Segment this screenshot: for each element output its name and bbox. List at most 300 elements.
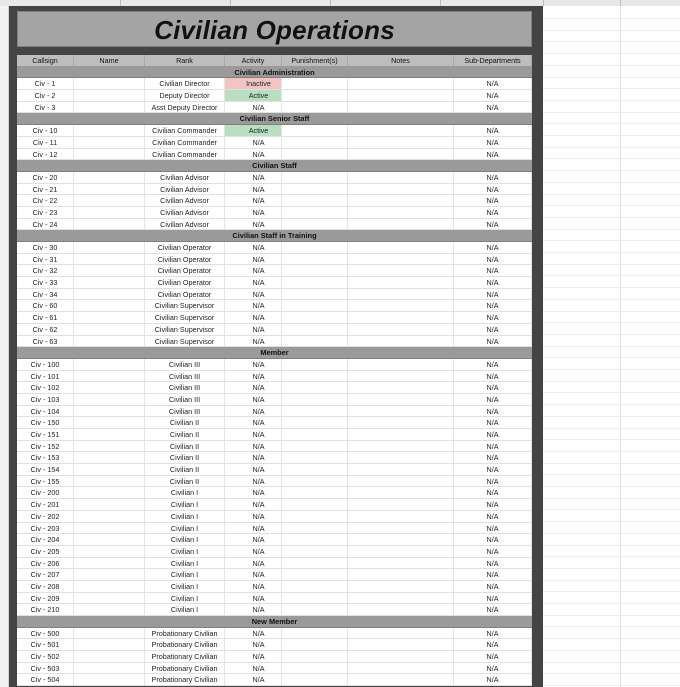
notes-cell[interactable] xyxy=(348,394,454,405)
punishment-cell[interactable] xyxy=(282,184,348,195)
sub-department-cell[interactable]: N/A xyxy=(454,558,532,569)
sub-department-cell[interactable]: N/A xyxy=(454,464,532,475)
callsign-cell[interactable]: Civ - 3 xyxy=(17,102,74,113)
sub-department-cell[interactable]: N/A xyxy=(454,184,532,195)
rank-cell[interactable]: Civilian I xyxy=(145,499,225,510)
rank-cell[interactable]: Civilian Commander xyxy=(145,137,225,148)
callsign-cell[interactable]: Civ - 150 xyxy=(17,417,74,428)
activity-cell[interactable]: N/A xyxy=(225,452,282,463)
activity-cell[interactable]: N/A xyxy=(225,569,282,580)
rank-cell[interactable]: Civilian Advisor xyxy=(145,184,225,195)
notes-cell[interactable] xyxy=(348,499,454,510)
punishment-cell[interactable] xyxy=(282,487,348,498)
name-cell[interactable] xyxy=(74,184,145,195)
name-cell[interactable] xyxy=(74,534,145,545)
sub-department-cell[interactable]: N/A xyxy=(454,628,532,639)
punishment-cell[interactable] xyxy=(282,137,348,148)
header-callsign[interactable]: Callsign xyxy=(17,55,74,66)
name-cell[interactable] xyxy=(74,137,145,148)
name-cell[interactable] xyxy=(74,651,145,662)
callsign-cell[interactable]: Civ - 20 xyxy=(17,172,74,183)
callsign-cell[interactable]: Civ - 11 xyxy=(17,137,74,148)
name-cell[interactable] xyxy=(74,394,145,405)
activity-cell[interactable]: N/A xyxy=(225,511,282,522)
name-cell[interactable] xyxy=(74,476,145,487)
name-cell[interactable] xyxy=(74,569,145,580)
rank-cell[interactable]: Civilian III xyxy=(145,406,225,417)
callsign-cell[interactable]: Civ - 155 xyxy=(17,476,74,487)
sub-department-cell[interactable]: N/A xyxy=(454,207,532,218)
sub-department-cell[interactable]: N/A xyxy=(454,359,532,370)
notes-cell[interactable] xyxy=(348,534,454,545)
activity-cell[interactable]: N/A xyxy=(225,184,282,195)
activity-cell[interactable]: N/A xyxy=(225,324,282,335)
callsign-cell[interactable]: Civ - 500 xyxy=(17,628,74,639)
sub-department-cell[interactable]: N/A xyxy=(454,487,532,498)
rank-cell[interactable]: Civilian II xyxy=(145,464,225,475)
punishment-cell[interactable] xyxy=(282,207,348,218)
sub-department-cell[interactable]: N/A xyxy=(454,523,532,534)
punishment-cell[interactable] xyxy=(282,674,348,685)
notes-cell[interactable] xyxy=(348,149,454,160)
activity-cell[interactable]: N/A xyxy=(225,499,282,510)
callsign-cell[interactable]: Civ - 34 xyxy=(17,289,74,300)
name-cell[interactable] xyxy=(74,674,145,685)
sub-department-cell[interactable]: N/A xyxy=(454,674,532,685)
sub-department-cell[interactable]: N/A xyxy=(454,663,532,674)
activity-cell[interactable]: N/A xyxy=(225,149,282,160)
name-cell[interactable] xyxy=(74,102,145,113)
activity-cell[interactable]: N/A xyxy=(225,137,282,148)
callsign-cell[interactable]: Civ - 208 xyxy=(17,581,74,592)
notes-cell[interactable] xyxy=(348,569,454,580)
callsign-cell[interactable]: Civ - 153 xyxy=(17,452,74,463)
notes-cell[interactable] xyxy=(348,441,454,452)
name-cell[interactable] xyxy=(74,406,145,417)
activity-cell[interactable]: N/A xyxy=(225,546,282,557)
sub-department-cell[interactable]: N/A xyxy=(454,569,532,580)
activity-cell[interactable]: N/A xyxy=(225,371,282,382)
activity-cell[interactable]: N/A xyxy=(225,102,282,113)
activity-cell[interactable]: N/A xyxy=(225,523,282,534)
callsign-cell[interactable]: Civ - 502 xyxy=(17,651,74,662)
sub-department-cell[interactable]: N/A xyxy=(454,219,532,230)
activity-cell[interactable]: N/A xyxy=(225,476,282,487)
activity-cell[interactable]: N/A xyxy=(225,195,282,206)
rank-cell[interactable]: Civilian Supervisor xyxy=(145,324,225,335)
notes-cell[interactable] xyxy=(348,546,454,557)
punishment-cell[interactable] xyxy=(282,277,348,288)
callsign-cell[interactable]: Civ - 104 xyxy=(17,406,74,417)
activity-cell[interactable]: Inactive xyxy=(225,78,282,89)
notes-cell[interactable] xyxy=(348,207,454,218)
name-cell[interactable] xyxy=(74,90,145,101)
name-cell[interactable] xyxy=(74,382,145,393)
name-cell[interactable] xyxy=(74,359,145,370)
notes-cell[interactable] xyxy=(348,593,454,604)
sub-department-cell[interactable]: N/A xyxy=(454,324,532,335)
notes-cell[interactable] xyxy=(348,184,454,195)
callsign-cell[interactable]: Civ - 209 xyxy=(17,593,74,604)
rank-cell[interactable]: Civilian Advisor xyxy=(145,219,225,230)
rank-cell[interactable]: Civilian Advisor xyxy=(145,195,225,206)
rank-cell[interactable]: Civilian I xyxy=(145,546,225,557)
callsign-cell[interactable]: Civ - 1 xyxy=(17,78,74,89)
sub-department-cell[interactable]: N/A xyxy=(454,312,532,323)
notes-cell[interactable] xyxy=(348,639,454,650)
rank-cell[interactable]: Civilian Operator xyxy=(145,277,225,288)
notes-cell[interactable] xyxy=(348,452,454,463)
notes-cell[interactable] xyxy=(348,581,454,592)
header-activity[interactable]: Activity xyxy=(225,55,282,66)
header-notes[interactable]: Notes xyxy=(348,55,454,66)
sub-department-cell[interactable]: N/A xyxy=(454,511,532,522)
callsign-cell[interactable]: Civ - 21 xyxy=(17,184,74,195)
name-cell[interactable] xyxy=(74,523,145,534)
punishment-cell[interactable] xyxy=(282,464,348,475)
callsign-cell[interactable]: Civ - 2 xyxy=(17,90,74,101)
row-header-gutter[interactable] xyxy=(0,6,9,687)
callsign-cell[interactable]: Civ - 24 xyxy=(17,219,74,230)
sub-department-cell[interactable]: N/A xyxy=(454,265,532,276)
sub-department-cell[interactable]: N/A xyxy=(454,534,532,545)
rank-cell[interactable]: Civilian III xyxy=(145,371,225,382)
name-cell[interactable] xyxy=(74,149,145,160)
activity-cell[interactable]: N/A xyxy=(225,242,282,253)
rank-cell[interactable]: Civilian II xyxy=(145,452,225,463)
punishment-cell[interactable] xyxy=(282,651,348,662)
punishment-cell[interactable] xyxy=(282,382,348,393)
punishment-cell[interactable] xyxy=(282,429,348,440)
rank-cell[interactable]: Civilian Advisor xyxy=(145,172,225,183)
rank-cell[interactable]: Civilian II xyxy=(145,417,225,428)
notes-cell[interactable] xyxy=(348,663,454,674)
punishment-cell[interactable] xyxy=(282,499,348,510)
punishment-cell[interactable] xyxy=(282,300,348,311)
punishment-cell[interactable] xyxy=(282,523,348,534)
rank-cell[interactable]: Civilian III xyxy=(145,394,225,405)
header-sub-departments[interactable]: Sub-Departments xyxy=(454,55,532,66)
name-cell[interactable] xyxy=(74,277,145,288)
name-cell[interactable] xyxy=(74,324,145,335)
punishment-cell[interactable] xyxy=(282,90,348,101)
notes-cell[interactable] xyxy=(348,219,454,230)
name-cell[interactable] xyxy=(74,499,145,510)
rank-cell[interactable]: Civilian Operator xyxy=(145,242,225,253)
notes-cell[interactable] xyxy=(348,604,454,615)
rank-cell[interactable]: Civilian II xyxy=(145,476,225,487)
punishment-cell[interactable] xyxy=(282,289,348,300)
punishment-cell[interactable] xyxy=(282,265,348,276)
section-header-row[interactable] xyxy=(17,230,532,242)
sub-department-cell[interactable]: N/A xyxy=(454,254,532,265)
callsign-cell[interactable]: Civ - 101 xyxy=(17,371,74,382)
sub-department-cell[interactable]: N/A xyxy=(454,300,532,311)
punishment-cell[interactable] xyxy=(282,534,348,545)
name-cell[interactable] xyxy=(74,593,145,604)
punishment-cell[interactable] xyxy=(282,593,348,604)
name-cell[interactable] xyxy=(74,289,145,300)
rank-cell[interactable]: Civilian II xyxy=(145,429,225,440)
notes-cell[interactable] xyxy=(348,674,454,685)
activity-cell[interactable]: N/A xyxy=(225,441,282,452)
name-cell[interactable] xyxy=(74,300,145,311)
callsign-cell[interactable]: Civ - 503 xyxy=(17,663,74,674)
callsign-cell[interactable]: Civ - 152 xyxy=(17,441,74,452)
name-cell[interactable] xyxy=(74,265,145,276)
punishment-cell[interactable] xyxy=(282,417,348,428)
section-header-row[interactable] xyxy=(17,113,532,125)
notes-cell[interactable] xyxy=(348,78,454,89)
name-cell[interactable] xyxy=(74,452,145,463)
sub-department-cell[interactable]: N/A xyxy=(454,406,532,417)
sub-department-cell[interactable]: N/A xyxy=(454,604,532,615)
name-cell[interactable] xyxy=(74,546,145,557)
callsign-cell[interactable]: Civ - 203 xyxy=(17,523,74,534)
sub-department-cell[interactable]: N/A xyxy=(454,394,532,405)
notes-cell[interactable] xyxy=(348,476,454,487)
section-header-row[interactable] xyxy=(17,616,532,628)
punishment-cell[interactable] xyxy=(282,371,348,382)
callsign-cell[interactable]: Civ - 30 xyxy=(17,242,74,253)
rank-cell[interactable]: Civilian Commander xyxy=(145,149,225,160)
name-cell[interactable] xyxy=(74,336,145,347)
punishment-cell[interactable] xyxy=(282,558,348,569)
notes-cell[interactable] xyxy=(348,242,454,253)
rank-cell[interactable]: Civilian II xyxy=(145,441,225,452)
punishment-cell[interactable] xyxy=(282,359,348,370)
rank-cell[interactable]: Civilian III xyxy=(145,382,225,393)
rank-cell[interactable]: Civilian Supervisor xyxy=(145,300,225,311)
rank-cell[interactable]: Probationary Civilian xyxy=(145,674,225,685)
notes-cell[interactable] xyxy=(348,277,454,288)
sub-department-cell[interactable]: N/A xyxy=(454,382,532,393)
rank-cell[interactable]: Civilian Operator xyxy=(145,254,225,265)
sub-department-cell[interactable]: N/A xyxy=(454,172,532,183)
name-cell[interactable] xyxy=(74,125,145,136)
rank-cell[interactable]: Civilian I xyxy=(145,569,225,580)
activity-cell[interactable]: N/A xyxy=(225,312,282,323)
activity-cell[interactable]: N/A xyxy=(225,336,282,347)
notes-cell[interactable] xyxy=(348,523,454,534)
sub-department-cell[interactable]: N/A xyxy=(454,137,532,148)
sub-department-cell[interactable]: N/A xyxy=(454,149,532,160)
section-header-row[interactable] xyxy=(17,160,532,172)
notes-cell[interactable] xyxy=(348,324,454,335)
rank-cell[interactable]: Civilian I xyxy=(145,534,225,545)
name-cell[interactable] xyxy=(74,312,145,323)
activity-cell[interactable]: N/A xyxy=(225,265,282,276)
punishment-cell[interactable] xyxy=(282,149,348,160)
notes-cell[interactable] xyxy=(348,254,454,265)
activity-cell[interactable]: N/A xyxy=(225,674,282,685)
name-cell[interactable] xyxy=(74,371,145,382)
activity-cell[interactable]: N/A xyxy=(225,254,282,265)
sub-department-cell[interactable]: N/A xyxy=(454,90,532,101)
callsign-cell[interactable]: Civ - 32 xyxy=(17,265,74,276)
notes-cell[interactable] xyxy=(348,336,454,347)
notes-cell[interactable] xyxy=(348,102,454,113)
callsign-cell[interactable]: Civ - 23 xyxy=(17,207,74,218)
callsign-cell[interactable]: Civ - 501 xyxy=(17,639,74,650)
notes-cell[interactable] xyxy=(348,195,454,206)
punishment-cell[interactable] xyxy=(282,663,348,674)
sub-department-cell[interactable]: N/A xyxy=(454,417,532,428)
activity-cell[interactable]: N/A xyxy=(225,300,282,311)
notes-cell[interactable] xyxy=(348,125,454,136)
punishment-cell[interactable] xyxy=(282,546,348,557)
notes-cell[interactable] xyxy=(348,558,454,569)
rank-cell[interactable]: Civilian I xyxy=(145,581,225,592)
punishment-cell[interactable] xyxy=(282,406,348,417)
callsign-cell[interactable]: Civ - 100 xyxy=(17,359,74,370)
callsign-cell[interactable]: Civ - 205 xyxy=(17,546,74,557)
activity-cell[interactable]: N/A xyxy=(225,534,282,545)
rank-cell[interactable]: Civilian I xyxy=(145,487,225,498)
punishment-cell[interactable] xyxy=(282,324,348,335)
notes-cell[interactable] xyxy=(348,487,454,498)
sub-department-cell[interactable]: N/A xyxy=(454,125,532,136)
activity-cell[interactable]: N/A xyxy=(225,651,282,662)
rank-cell[interactable]: Civilian Supervisor xyxy=(145,336,225,347)
callsign-cell[interactable]: Civ - 60 xyxy=(17,300,74,311)
rank-cell[interactable]: Civilian I xyxy=(145,511,225,522)
activity-cell[interactable]: N/A xyxy=(225,394,282,405)
activity-cell[interactable]: N/A xyxy=(225,207,282,218)
punishment-cell[interactable] xyxy=(282,581,348,592)
rank-cell[interactable]: Probationary Civilian xyxy=(145,628,225,639)
rank-cell[interactable]: Probationary Civilian xyxy=(145,639,225,650)
notes-cell[interactable] xyxy=(348,137,454,148)
punishment-cell[interactable] xyxy=(282,511,348,522)
punishment-cell[interactable] xyxy=(282,242,348,253)
activity-cell[interactable]: N/A xyxy=(225,406,282,417)
punishment-cell[interactable] xyxy=(282,628,348,639)
callsign-cell[interactable]: Civ - 207 xyxy=(17,569,74,580)
callsign-cell[interactable]: Civ - 151 xyxy=(17,429,74,440)
punishment-cell[interactable] xyxy=(282,336,348,347)
punishment-cell[interactable] xyxy=(282,312,348,323)
callsign-cell[interactable]: Civ - 10 xyxy=(17,125,74,136)
activity-cell[interactable]: N/A xyxy=(225,219,282,230)
callsign-cell[interactable]: Civ - 22 xyxy=(17,195,74,206)
callsign-cell[interactable]: Civ - 103 xyxy=(17,394,74,405)
rank-cell[interactable]: Civilian I xyxy=(145,523,225,534)
name-cell[interactable] xyxy=(74,195,145,206)
callsign-cell[interactable]: Civ - 61 xyxy=(17,312,74,323)
punishment-cell[interactable] xyxy=(282,195,348,206)
name-cell[interactable] xyxy=(74,487,145,498)
sub-department-cell[interactable]: N/A xyxy=(454,195,532,206)
rank-cell[interactable]: Probationary Civilian xyxy=(145,651,225,662)
name-cell[interactable] xyxy=(74,219,145,230)
name-cell[interactable] xyxy=(74,441,145,452)
punishment-cell[interactable] xyxy=(282,604,348,615)
name-cell[interactable] xyxy=(74,581,145,592)
activity-cell[interactable]: N/A xyxy=(225,382,282,393)
name-cell[interactable] xyxy=(74,511,145,522)
activity-cell[interactable]: N/A xyxy=(225,277,282,288)
name-cell[interactable] xyxy=(74,78,145,89)
callsign-cell[interactable]: Civ - 201 xyxy=(17,499,74,510)
sub-department-cell[interactable]: N/A xyxy=(454,78,532,89)
notes-cell[interactable] xyxy=(348,371,454,382)
sub-department-cell[interactable]: N/A xyxy=(454,102,532,113)
activity-cell[interactable]: Active xyxy=(225,125,282,136)
name-cell[interactable] xyxy=(74,417,145,428)
callsign-cell[interactable]: Civ - 63 xyxy=(17,336,74,347)
notes-cell[interactable] xyxy=(348,300,454,311)
name-cell[interactable] xyxy=(74,254,145,265)
rank-cell[interactable]: Civilian I xyxy=(145,604,225,615)
punishment-cell[interactable] xyxy=(282,78,348,89)
activity-cell[interactable]: N/A xyxy=(225,289,282,300)
sub-department-cell[interactable]: N/A xyxy=(454,242,532,253)
activity-cell[interactable]: N/A xyxy=(225,581,282,592)
rank-cell[interactable]: Civilian III xyxy=(145,359,225,370)
notes-cell[interactable] xyxy=(348,417,454,428)
callsign-cell[interactable]: Civ - 102 xyxy=(17,382,74,393)
header-rank[interactable]: Rank xyxy=(145,55,225,66)
sheet-title-cell[interactable] xyxy=(17,11,532,47)
sub-department-cell[interactable]: N/A xyxy=(454,651,532,662)
name-cell[interactable] xyxy=(74,663,145,674)
sub-department-cell[interactable]: N/A xyxy=(454,639,532,650)
callsign-cell[interactable]: Civ - 62 xyxy=(17,324,74,335)
sub-department-cell[interactable]: N/A xyxy=(454,452,532,463)
sub-department-cell[interactable]: N/A xyxy=(454,371,532,382)
section-header-row[interactable] xyxy=(17,67,532,79)
notes-cell[interactable] xyxy=(348,651,454,662)
notes-cell[interactable] xyxy=(348,628,454,639)
punishment-cell[interactable] xyxy=(282,452,348,463)
activity-cell[interactable]: N/A xyxy=(225,558,282,569)
rank-cell[interactable]: Civilian Operator xyxy=(145,289,225,300)
notes-cell[interactable] xyxy=(348,312,454,323)
punishment-cell[interactable] xyxy=(282,219,348,230)
section-header-row[interactable] xyxy=(17,347,532,359)
notes-cell[interactable] xyxy=(348,382,454,393)
punishment-cell[interactable] xyxy=(282,102,348,113)
notes-cell[interactable] xyxy=(348,429,454,440)
punishment-cell[interactable] xyxy=(282,476,348,487)
activity-cell[interactable]: N/A xyxy=(225,639,282,650)
punishment-cell[interactable] xyxy=(282,172,348,183)
name-cell[interactable] xyxy=(74,628,145,639)
notes-cell[interactable] xyxy=(348,289,454,300)
activity-cell[interactable]: N/A xyxy=(225,628,282,639)
activity-cell[interactable]: N/A xyxy=(225,359,282,370)
callsign-cell[interactable]: Civ - 204 xyxy=(17,534,74,545)
rank-cell[interactable]: Civilian Advisor xyxy=(145,207,225,218)
name-cell[interactable] xyxy=(74,429,145,440)
activity-cell[interactable]: N/A xyxy=(225,593,282,604)
callsign-cell[interactable]: Civ - 12 xyxy=(17,149,74,160)
name-cell[interactable] xyxy=(74,464,145,475)
header-punishments[interactable]: Punishment(s) xyxy=(282,55,348,66)
rank-cell[interactable]: Civilian Commander xyxy=(145,125,225,136)
header-name[interactable]: Name xyxy=(74,55,145,66)
callsign-cell[interactable]: Civ - 504 xyxy=(17,674,74,685)
rank-cell[interactable]: Civilian Operator xyxy=(145,265,225,276)
notes-cell[interactable] xyxy=(348,406,454,417)
punishment-cell[interactable] xyxy=(282,394,348,405)
punishment-cell[interactable] xyxy=(282,639,348,650)
sub-department-cell[interactable]: N/A xyxy=(454,441,532,452)
punishment-cell[interactable] xyxy=(282,441,348,452)
rank-cell[interactable]: Civilian Supervisor xyxy=(145,312,225,323)
notes-cell[interactable] xyxy=(348,172,454,183)
